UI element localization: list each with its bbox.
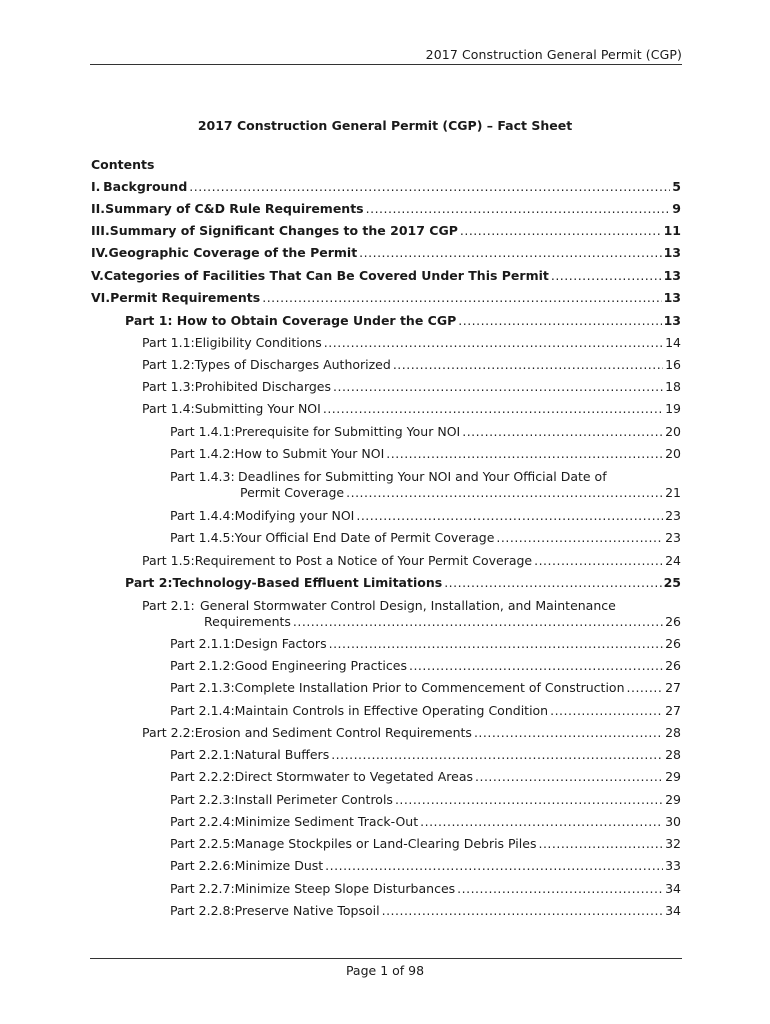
toc-dot-leader (462, 424, 663, 439)
toc-entry-continuation[interactable] (204, 614, 681, 632)
toc-entry-title: Summary of C&D Rule Requirements (105, 201, 364, 216)
toc-entry[interactable] (91, 268, 681, 286)
toc-dot-leader (324, 335, 663, 350)
toc-entry-page: 26 (665, 658, 681, 673)
document-title: 2017 Construction General Permit (CGP) – Fact Sheet (197, 118, 573, 133)
toc-entry-number: Part 2.1: (142, 598, 195, 613)
toc-entry-title: Requirements (204, 614, 291, 629)
toc-entry[interactable] (170, 881, 681, 899)
toc-dot-leader (325, 858, 663, 873)
toc-dot-leader (393, 357, 663, 372)
toc-entry[interactable] (170, 680, 681, 698)
page-number: Page 1 of 98 (345, 963, 425, 978)
toc-entry-page: 27 (665, 703, 681, 718)
toc-entry-page: 23 (665, 530, 681, 545)
toc-entry-title: How to Submit Your NOI (234, 446, 385, 461)
toc-entry-page: 9 (672, 201, 681, 216)
toc-entry[interactable] (142, 725, 681, 743)
toc-dot-leader (356, 508, 663, 523)
toc-dot-leader (627, 680, 664, 695)
toc-entry-title: Good Engineering Practices (234, 658, 407, 673)
toc-entry[interactable] (170, 836, 681, 854)
toc-entry-page: 25 (663, 575, 681, 590)
toc-entry[interactable] (142, 335, 681, 353)
toc-dot-leader (534, 553, 663, 568)
toc-entry-title: Summary of Significant Changes to the 2017 CGP (109, 223, 458, 238)
toc-dot-leader (329, 636, 664, 651)
toc-entry-title: Submitting Your NOI (194, 401, 321, 416)
toc-entry-number: Part 1.1: (142, 335, 195, 350)
toc-entry-page: 27 (665, 680, 681, 695)
toc-entry-title: Categories of Facilities That Can Be Covered Under This Permit (103, 268, 549, 283)
toc-entry-page: 18 (665, 379, 681, 394)
toc-entry[interactable] (170, 530, 681, 548)
header-divider (90, 64, 682, 65)
toc-entry-number: Part 2.1.1: (170, 636, 235, 651)
toc-entry-title: Complete Installation Prior to Commencement of Construction (234, 680, 625, 695)
toc-entry[interactable] (170, 903, 681, 921)
toc-entry-title: Minimize Dust (234, 858, 324, 873)
toc-entry[interactable] (170, 636, 681, 654)
toc-entry[interactable] (170, 658, 681, 676)
toc-entry-number: Part 2.2.5: (170, 836, 235, 851)
toc-entry-number: Part 1.3: (142, 379, 195, 394)
toc-entry-title: Geographic Coverage of the Permit (108, 245, 358, 260)
toc-entry-page: 13 (663, 268, 681, 283)
toc-entry-title: General Stormwater Control Design, Installation, and Maintenance (200, 598, 616, 613)
toc-dot-leader (386, 446, 663, 461)
toc-entry[interactable] (142, 401, 681, 419)
toc-entry[interactable] (170, 792, 681, 810)
toc-dot-leader (444, 575, 661, 590)
toc-entry-title: Technology-Based Effluent Limitations (172, 575, 443, 590)
toc-entry[interactable] (91, 201, 681, 219)
toc-entry-number: Part 1.2: (142, 357, 195, 372)
toc-entry-title: Natural Buffers (234, 747, 330, 762)
toc-entry-page: 20 (665, 424, 681, 439)
toc-entry-title: Maintain Controls in Effective Operating Condition (234, 703, 549, 718)
toc-entry-page: 34 (665, 903, 681, 918)
toc-entry[interactable] (170, 814, 681, 832)
toc-dot-leader (550, 703, 663, 718)
toc-entry-title: Design Factors (234, 636, 327, 651)
toc-dot-leader (460, 223, 662, 238)
toc-entry-title: Your Official End Date of Permit Coverage (234, 530, 495, 545)
toc-entry-page: 33 (665, 858, 681, 873)
toc-entry-title: Prerequisite for Submitting Your NOI (234, 424, 461, 439)
toc-entry-number: Part 1.4: (142, 401, 195, 416)
toc-dot-leader (395, 792, 663, 807)
toc-dot-leader (409, 658, 663, 673)
toc-entry-number: V. (91, 268, 104, 283)
toc-dot-leader (474, 725, 663, 740)
toc-entry-title: Preserve Native Topsoil (234, 903, 380, 918)
contents-heading: Contents (91, 157, 155, 172)
toc-entry-page: 24 (665, 553, 681, 568)
toc-dot-leader (189, 179, 670, 194)
toc-entry-number: III. (91, 223, 110, 238)
toc-entry-number: Part 1.4.5: (170, 530, 235, 545)
toc-dot-leader (538, 836, 663, 851)
toc-entry-title: Manage Stockpiles or Land-Clearing Debris Piles (234, 836, 537, 851)
toc-entry-page: 14 (665, 335, 681, 350)
toc-entry-number: Part 1.4.2: (170, 446, 235, 461)
toc-entry-page: 13 (663, 245, 681, 260)
toc-entry-number: Part 2.2.1: (170, 747, 235, 762)
toc-entry-page: 19 (665, 401, 681, 416)
toc-entry-number: Part 1.4.4: (170, 508, 235, 523)
toc-entry-page: 28 (665, 725, 681, 740)
toc-entry-title: Modifying your NOI (234, 508, 355, 523)
toc-entry-title: Erosion and Sediment Control Requirements (194, 725, 472, 740)
toc-entry[interactable] (125, 575, 681, 593)
toc-dot-leader (475, 769, 663, 784)
toc-entry-page: 13 (663, 290, 681, 305)
toc-entry-page: 20 (665, 446, 681, 461)
toc-dot-leader (262, 290, 661, 305)
toc-entry[interactable] (170, 446, 681, 464)
toc-dot-leader (293, 614, 663, 629)
toc-dot-leader (458, 313, 661, 328)
running-header: 2017 Construction General Permit (CGP) (425, 47, 682, 62)
toc-entry-number: Part 1.4.1: (170, 424, 235, 439)
toc-entry-title: Minimize Steep Slope Disturbances (234, 881, 456, 896)
toc-dot-leader (333, 379, 663, 394)
toc-dot-leader (420, 814, 663, 829)
toc-entry[interactable] (170, 703, 681, 721)
toc-entry-continuation[interactable] (240, 485, 681, 503)
toc-entry[interactable] (170, 424, 681, 442)
toc-entry-number: Part 2.2: (142, 725, 195, 740)
toc-dot-leader (382, 903, 664, 918)
toc-entry-number: Part 1.5: (142, 553, 195, 568)
toc-entry[interactable] (91, 245, 681, 263)
toc-entry-title: Eligibility Conditions (194, 335, 322, 350)
toc-entry-page: 28 (665, 747, 681, 762)
toc-entry-page: 26 (665, 614, 681, 629)
toc-entry-page: 5 (672, 179, 681, 194)
toc-entry-number: Part 2.2.4: (170, 814, 235, 829)
toc-entry-number: I. (91, 179, 101, 194)
toc-entry[interactable] (125, 313, 681, 331)
toc-entry-number: Part 2.1.3: (170, 680, 235, 695)
toc-entry-title: Permit Requirements (110, 290, 261, 305)
toc-entry-number: Part 2.2.2: (170, 769, 235, 784)
toc-entry-title: Permit Coverage (240, 485, 345, 500)
toc-entry-number: II. (91, 201, 106, 216)
toc-entry-number: Part 2.2.6: (170, 858, 235, 873)
toc-entry-number: Part 2.2.7: (170, 881, 235, 896)
toc-entry-page: 30 (665, 814, 681, 829)
toc-entry-number: Part 2.2.3: (170, 792, 235, 807)
toc-dot-leader (346, 485, 663, 500)
toc-entry-title: Part 1: How to Obtain Coverage Under the CGP (125, 313, 457, 328)
toc-dot-leader (496, 530, 663, 545)
toc-entry[interactable] (170, 858, 681, 876)
toc-entry[interactable] (170, 747, 681, 765)
toc-entry-title: Requirement to Post a Notice of Your Permit Coverage (194, 553, 533, 568)
toc-entry-number: VI. (91, 290, 111, 305)
toc-entry[interactable] (170, 769, 681, 787)
toc-entry-page: 29 (665, 792, 681, 807)
toc-entry-page: 16 (665, 357, 681, 372)
footer-divider (90, 958, 682, 959)
toc-dot-leader (366, 201, 671, 216)
toc-entry-title: Deadlines for Submitting Your NOI and Your Official Date of (238, 469, 607, 484)
toc-dot-leader (457, 881, 663, 896)
toc-entry-page: 34 (665, 881, 681, 896)
toc-entry-page: 21 (665, 485, 681, 500)
toc-entry[interactable] (91, 223, 681, 241)
toc-entry-title: Direct Stormwater to Vegetated Areas (234, 769, 473, 784)
toc-entry-number: IV. (91, 245, 109, 260)
toc-entry-title: Background (103, 179, 188, 194)
toc-entry[interactable] (142, 379, 681, 397)
toc-entry-number: Part 2: (125, 575, 173, 590)
toc-entry-title: Types of Discharges Authorized (194, 357, 391, 372)
toc-dot-leader (551, 268, 662, 283)
toc-entry-number: Part 1.4.3: (170, 469, 235, 484)
toc-entry[interactable] (91, 290, 681, 308)
toc-entry-number: Part 2.1.2: (170, 658, 235, 673)
toc-entry[interactable] (142, 357, 681, 375)
toc-entry[interactable] (91, 179, 681, 197)
toc-entry-page: 23 (665, 508, 681, 523)
toc-entry-page: 26 (665, 636, 681, 651)
toc-entry-title: Prohibited Discharges (194, 379, 332, 394)
toc-entry-number: Part 2.1.4: (170, 703, 235, 718)
toc-dot-leader (359, 245, 661, 260)
toc-entry-page: 11 (663, 223, 681, 238)
toc-entry[interactable] (142, 553, 681, 571)
toc-entry-title: Minimize Sediment Track-Out (234, 814, 419, 829)
toc-entry-page: 13 (663, 313, 681, 328)
toc-entry-page: 32 (665, 836, 681, 851)
toc-dot-leader (323, 401, 663, 416)
toc-dot-leader (331, 747, 663, 762)
toc-entry-title: Install Perimeter Controls (234, 792, 393, 807)
toc-entry-page: 29 (665, 769, 681, 784)
toc-entry[interactable] (170, 508, 681, 526)
toc-entry-number: Part 2.2.8: (170, 903, 235, 918)
